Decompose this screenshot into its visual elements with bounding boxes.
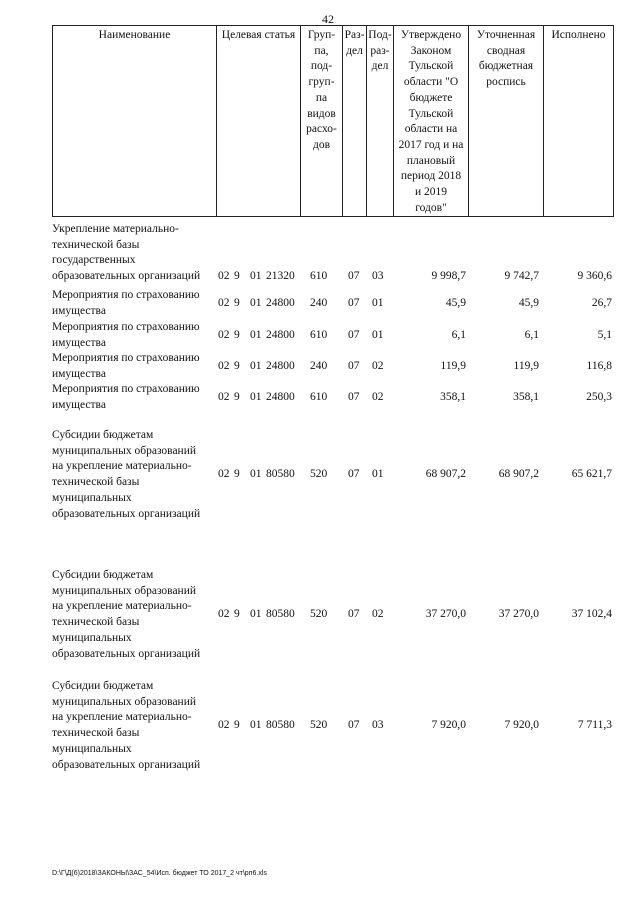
row-name-line: технической базы (52, 476, 140, 489)
file-path-footer: D:\Г\Д(6)2018\ЗАКОНЫ\ЗАС_54\Исп. бюджет ТО 2017_2 чт\рп6.xls (52, 870, 267, 877)
razdel: 07 (348, 468, 360, 481)
row-name-line: Субсидии бюджетам (52, 680, 154, 692)
executed-amount: 65 621,7 (571, 468, 612, 481)
header-executed: Исполнено (544, 26, 614, 217)
header-line: Под- (368, 29, 392, 41)
executed-amount: 116,8 (586, 359, 612, 372)
refined-amount: 119,9 (513, 359, 539, 372)
row-name-line: образовательных организаций (52, 647, 201, 660)
header-line: Законом (410, 44, 452, 57)
header-line: роспись (486, 76, 526, 89)
target-article-program: 02 (218, 296, 230, 309)
executed-amount: 9 360,6 (577, 270, 612, 283)
header-line: груп- (308, 76, 335, 89)
target-article-main: 01 (250, 296, 262, 309)
row-name-line: Мероприятия по страхованию (52, 321, 200, 333)
row-name-line: образовательных организаций (52, 758, 201, 771)
row-name (52, 428, 216, 522)
row-name-line: муниципальных (52, 631, 132, 644)
header-line: период 2018 (400, 170, 462, 183)
razdel: 07 (348, 328, 360, 341)
expense-group: 610 (310, 270, 328, 283)
target-article-direction: 80580 (266, 608, 295, 621)
executed-amount: 37 102,4 (571, 608, 612, 621)
header-line: па, (314, 44, 329, 57)
target-article-direction: 24800 (266, 328, 295, 341)
row-name-line: имущества (52, 336, 106, 349)
row-name (52, 382, 216, 413)
refined-amount: 37 270,0 (498, 608, 539, 621)
approved-amount: 37 270,0 (425, 608, 466, 621)
row-name-line: муниципальных образований (52, 695, 197, 708)
target-article-main: 01 (250, 468, 262, 481)
row-name-line: технической базы (52, 238, 140, 251)
header-line: бюджетная (478, 60, 534, 73)
refined-amount: 7 920,0 (504, 719, 539, 732)
row-name-line: технической базы (52, 616, 140, 629)
podrazdel: 02 (372, 390, 384, 403)
podrazdel: 02 (372, 608, 384, 621)
header-line: па (315, 91, 328, 104)
target-article-main: 01 (250, 270, 262, 283)
target-article-type: 9 (234, 296, 240, 309)
podrazdel: 03 (372, 270, 384, 283)
podrazdel: 01 (372, 328, 384, 341)
header-line: и 2019 (414, 186, 448, 199)
row-name-line: образовательных организаций (52, 507, 201, 520)
target-article-direction: 80580 (266, 719, 295, 732)
target-article-main: 01 (250, 608, 262, 621)
target-article-type: 9 (234, 468, 240, 481)
expense-group: 240 (310, 359, 328, 372)
target-article-direction: 80580 (266, 468, 295, 481)
podrazdel: 02 (372, 359, 384, 372)
header-line: Уточненная (476, 29, 536, 41)
expense-group: 520 (310, 468, 328, 481)
header-line: плановый (406, 154, 456, 167)
header-line: дел (371, 60, 389, 73)
target-article-direction: 21320 (266, 270, 295, 283)
target-article-type: 9 (234, 328, 240, 341)
expense-group: 520 (310, 719, 328, 732)
refined-amount: 68 907,2 (498, 468, 539, 481)
header-name: Наименование (53, 26, 217, 217)
row-name-line: государственных (52, 254, 136, 267)
approved-amount: 9 998,7 (431, 270, 466, 283)
approved-amount: 358,1 (440, 390, 466, 403)
target-article-type: 9 (234, 608, 240, 621)
row-name (52, 320, 216, 351)
executed-amount: 7 711,3 (577, 719, 612, 732)
header-podrazdel (367, 26, 394, 217)
row-name-line: муниципальных образований (52, 584, 197, 597)
header-line: сводная (486, 44, 526, 57)
target-article-direction: 24800 (266, 296, 295, 309)
row-name-line: имущества (52, 367, 106, 380)
target-article-program: 02 (218, 719, 230, 732)
row-name-line: имущества (52, 304, 106, 317)
razdel: 07 (348, 390, 360, 403)
podrazdel: 01 (372, 296, 384, 309)
target-article-type: 9 (234, 390, 240, 403)
row-name-line: на укрепление материально- (52, 460, 192, 473)
target-article-program: 02 (218, 390, 230, 403)
header-target-article: Целевая статья (217, 26, 301, 217)
target-article-program: 02 (218, 608, 230, 621)
header-line: области на (404, 123, 458, 136)
header-line: под- (310, 60, 333, 73)
header-line: Груп- (307, 29, 336, 41)
target-article-main: 01 (250, 359, 262, 372)
row-name (52, 679, 216, 773)
row-name-line: на укрепление материально- (52, 600, 192, 613)
razdel: 07 (348, 296, 360, 309)
row-name-line: Мероприятия по страхованию (52, 289, 200, 301)
header-line: 2017 год и на (398, 138, 464, 151)
target-article-type: 9 (234, 359, 240, 372)
target-article-direction: 24800 (266, 390, 295, 403)
approved-amount: 68 907,2 (425, 468, 466, 481)
podrazdel: 01 (372, 468, 384, 481)
row-name-line: Субсидии бюджетам (52, 569, 154, 581)
executed-amount: 5,1 (597, 328, 612, 341)
row-name (52, 351, 216, 382)
header-group (301, 26, 343, 217)
header-line: бюджете (409, 91, 453, 104)
target-article-main: 01 (250, 719, 262, 732)
target-article-program: 02 (218, 328, 230, 341)
table-header (52, 25, 614, 217)
row-name-line: Мероприятия по страхованию (52, 383, 200, 395)
target-article-program: 02 (218, 359, 230, 372)
target-article-program: 02 (218, 468, 230, 481)
row-name (52, 568, 216, 662)
target-article-program: 02 (218, 270, 230, 283)
approved-amount: 119,9 (440, 359, 466, 372)
header-approved (394, 26, 469, 217)
target-article-main: 01 (250, 390, 262, 403)
page-number: 42 (322, 12, 334, 26)
row-name-line: Укрепление материально- (52, 223, 179, 235)
header-line: Раз- (344, 29, 365, 41)
row-name (52, 288, 216, 319)
razdel: 07 (348, 359, 360, 372)
expense-group: 240 (310, 296, 328, 309)
row-name-line: муниципальных образований (52, 444, 197, 457)
target-article-type: 9 (234, 719, 240, 732)
header-line: годов" (415, 201, 447, 214)
razdel: 07 (348, 719, 360, 732)
header-line: Утверждено (400, 29, 462, 41)
podrazdel: 03 (372, 719, 384, 732)
executed-amount: 250,3 (586, 390, 612, 403)
approved-amount: 7 920,0 (431, 719, 466, 732)
expense-group: 610 (310, 328, 328, 341)
row-name-line: Субсидии бюджетам (52, 429, 154, 441)
header-line: дел (346, 44, 363, 57)
row-name-line: имущества (52, 398, 106, 411)
header-line: расхо- (306, 123, 337, 136)
refined-amount: 6,1 (524, 328, 539, 341)
expense-group: 520 (310, 608, 328, 621)
header-line: области "О (403, 76, 459, 89)
refined-amount: 358,1 (513, 390, 539, 403)
row-name-line: муниципальных (52, 491, 132, 504)
row-name (52, 222, 216, 285)
row-name-line: технической базы (52, 727, 140, 740)
approved-amount: 45,9 (445, 296, 466, 309)
header-razdel (343, 26, 367, 217)
refined-amount: 45,9 (518, 296, 539, 309)
header-line: видов (307, 107, 336, 120)
header-line: Тульской (408, 60, 454, 73)
executed-amount: 26,7 (591, 296, 612, 309)
row-name-line: образовательных организаций (52, 270, 201, 283)
target-article-direction: 24800 (266, 359, 295, 372)
approved-amount: 6,1 (451, 328, 466, 341)
expense-group: 610 (310, 390, 328, 403)
row-name-line: на укрепление материально- (52, 711, 192, 724)
razdel: 07 (348, 270, 360, 283)
refined-amount: 9 742,7 (504, 270, 539, 283)
target-article-main: 01 (250, 328, 262, 341)
target-article-type: 9 (234, 270, 240, 283)
header-line: раз- (370, 44, 390, 57)
row-name-line: муниципальных (52, 742, 132, 755)
header-refined (469, 26, 544, 217)
razdel: 07 (348, 608, 360, 621)
header-line: дов (312, 138, 331, 151)
header-line: Тульской (408, 107, 454, 120)
row-name-line: Мероприятия по страхованию (52, 352, 200, 364)
